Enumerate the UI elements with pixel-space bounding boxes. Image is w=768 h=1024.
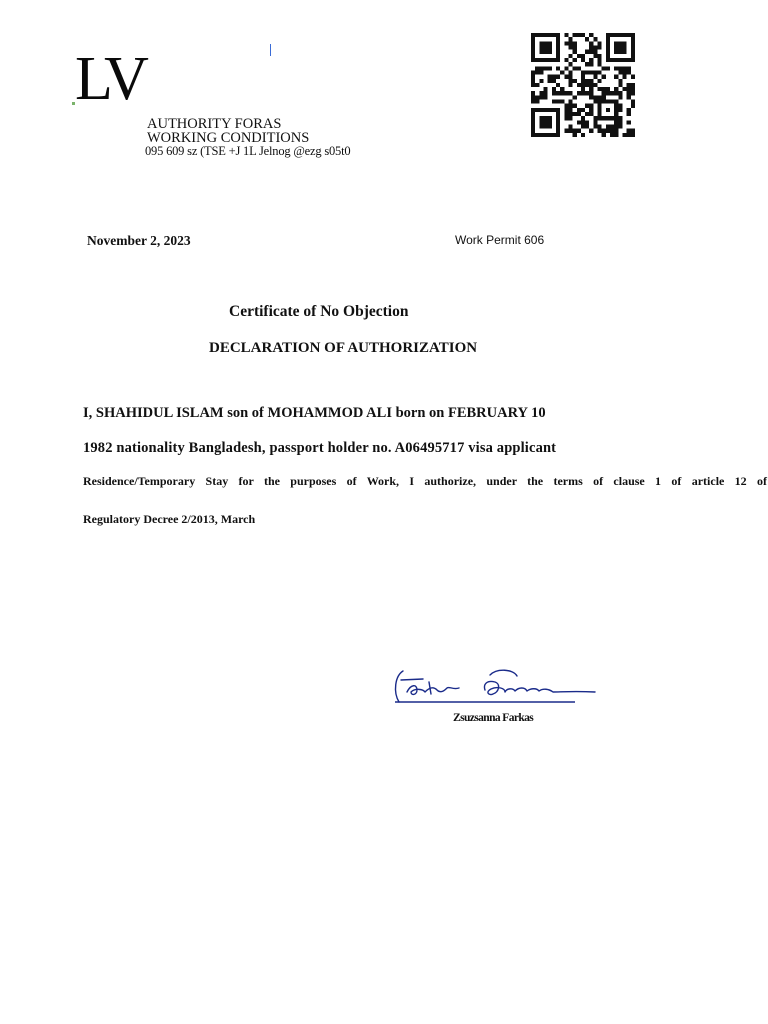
qr-code-icon (531, 33, 635, 137)
authority-contact-line: 095 609 sz (TSE +J 1L Jelnog @ezg s05t0 (145, 144, 351, 158)
authority-name-line1: AUTHORITY FORAS (147, 116, 282, 132)
document-date: November 2, 2023 (87, 233, 191, 248)
declaration-title: DECLARATION OF AUTHORIZATION (209, 340, 478, 356)
logo-text: LV (75, 45, 146, 113)
handwritten-signature (389, 662, 597, 706)
logo-accent-mark (270, 44, 271, 56)
declaration-text-line4: Regulatory Decree 2/2013, March (83, 512, 256, 526)
permit-number: Work Permit 606 (455, 233, 545, 247)
declaration-text-line2: 1982 nationality Bangladesh, passport holder no. A06495717 visa applicant (83, 440, 557, 456)
declaration-text-line3: Residence/Temporary Stay for the purposes of Work, I authorize, under the terms of clause 1 of article 12 of (83, 474, 767, 488)
certificate-title: Certificate of No Objection (229, 303, 409, 320)
declaration-text-line1: I, SHAHIDUL ISLAM son of MOHAMMOD ALI born on FEBRUARY 10 (83, 405, 546, 421)
signer-name: Zsuzsanna Farkas (453, 712, 534, 724)
authority-name-line2: WORKING CONDITIONS (147, 130, 310, 146)
